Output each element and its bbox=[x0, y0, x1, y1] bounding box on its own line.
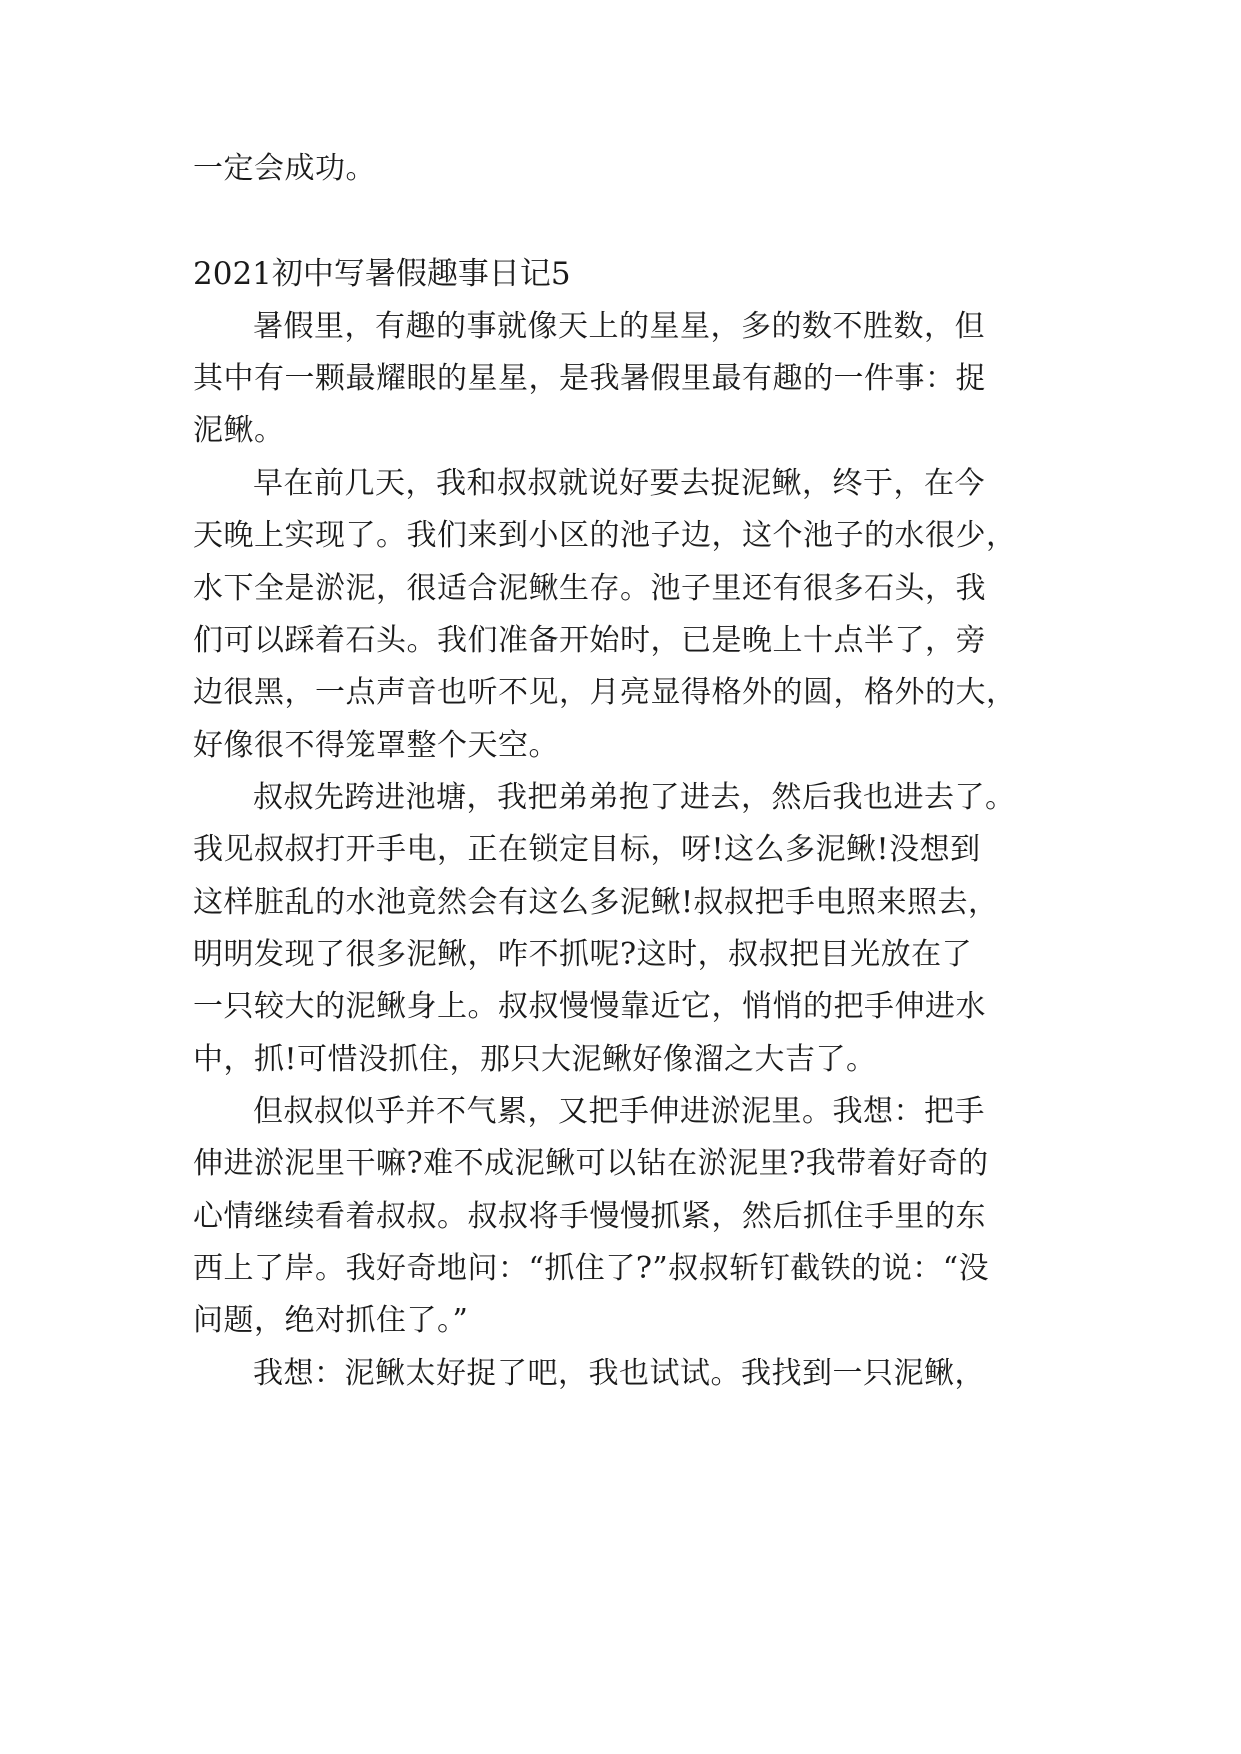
paragraph-line: 中，抓!可惜没抓住，那只大泥鳅好像溜之大吉了。 bbox=[193, 1042, 877, 1077]
paragraph-line: 我见叔叔打开手电，正在锁定目标，呀!这么多泥鳅!没想到 bbox=[193, 832, 981, 867]
paragraph-line: 一只较大的泥鳅身上。叔叔慢慢靠近它，悄悄的把手伸进水 bbox=[193, 989, 986, 1024]
intro-line: 一定会成功。 bbox=[193, 151, 376, 186]
paragraph-line: 天晚上实现了。我们来到小区的池子边，这个池子的水很少， bbox=[193, 518, 1017, 553]
paragraph-line: 明明发现了很多泥鳅，咋不抓呢?这时，叔叔把目光放在了 bbox=[193, 937, 973, 972]
paragraph-line: 边很黑，一点声音也听不见，月亮显得格外的圆，格外的大， bbox=[193, 675, 1017, 710]
paragraph-line: 我想：泥鳅太好捉了吧，我也试试。我找到一只泥鳅， bbox=[253, 1356, 985, 1391]
paragraph-line: 们可以踩着石头。我们准备开始时，已是晚上十点半了，旁 bbox=[193, 623, 986, 658]
paragraph-line: 但叔叔似乎并不气累，又把手伸进淤泥里。我想：把手 bbox=[253, 1094, 985, 1129]
paragraph-line: 这样脏乱的水池竟然会有这么多泥鳅!叔叔把手电照来照去， bbox=[193, 885, 999, 920]
paragraph-line: 暑假里，有趣的事就像天上的星星，多的数不胜数，但 bbox=[253, 309, 985, 344]
paragraph-line: 心情继续看着叔叔。叔叔将手慢慢抓紧，然后抓住手里的东 bbox=[193, 1199, 986, 1234]
paragraph-line: 西上了岸。我好奇地问：“抓住了?”叔叔斩钉截铁的说：“没 bbox=[193, 1251, 990, 1286]
paragraph-line: 伸进淤泥里干嘛?难不成泥鳅可以钻在淤泥里?我带着好奇的 bbox=[193, 1146, 989, 1181]
paragraph-line: 叔叔先跨进池塘，我把弟弟抱了进去，然后我也进去了。 bbox=[253, 780, 1016, 815]
paragraph-line: 泥鳅。 bbox=[193, 413, 285, 448]
paragraph-line: 其中有一颗最耀眼的星星，是我暑假里最有趣的一件事：捉 bbox=[193, 361, 986, 396]
paragraph-line: 早在前几天，我和叔叔就说好要去捉泥鳅，终于，在今 bbox=[253, 466, 985, 501]
paragraph-line: 好像很不得笼罩整个天空。 bbox=[193, 728, 559, 763]
page-title: 2021初中写暑假趣事日记5 bbox=[193, 256, 571, 292]
paragraph-line: 问题，绝对抓住了。” bbox=[193, 1303, 469, 1338]
paragraph-line: 水下全是淤泥，很适合泥鳅生存。池子里还有很多石头，我 bbox=[193, 571, 986, 606]
